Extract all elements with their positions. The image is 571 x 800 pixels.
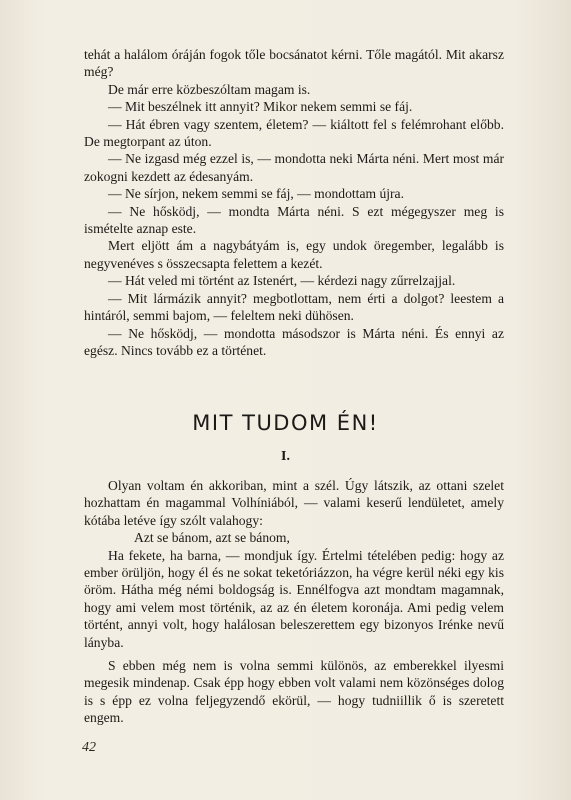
page-number: 42 [82, 740, 96, 755]
paragraph: Mert eljött ám a nagybátyám is, egy undok öregember, legalább is negyvenéves s összecsapta felettem a kezét. [84, 238, 504, 271]
top-text-block [84, 46, 504, 359]
verse-line: Azt se bánom, azt se bánom, [134, 530, 290, 546]
chapter-title: MIT TUDOM ÉN! [192, 411, 379, 435]
paragraph: — Ne hősködj, — mondta Márta néni. S ezt mégegyszer meg is ismételte aznap este. [84, 203, 504, 237]
section-number: I. [281, 449, 290, 464]
paragraph: Olyan voltam én akkoriban, mint a szél. Úgy látszik, az ottani szelet hozhattam én magammal Volhíniából, — valami keserű lendületet, amely kótába letéve így szólt valahogy: [84, 478, 504, 528]
bottom-text-block [84, 477, 504, 727]
paragraph: Ha fekete, ha barna, — mondjuk így. Értelmi tételében pedig: hogy az ember örüljön, hogy él és ne sokat teketóriázzon, ha végre kerül néki egy kis öröm. Hátha még némi boldogság is. Ennélfogva azt mondtam magamnak, hogy ami velem most történik, az az én életem koronája. Ami pedig velem történt, annyi volt, hogy halálosan beleszerettem egy bizonyos Irénke nevű lányba. [84, 547, 504, 650]
paragraph: — Ne hősködj, — mondotta másodszor is Márta néni. És ennyi az egész. Nincs tovább ez a történet. [84, 325, 504, 358]
paragraph: — Hát ébren vagy szentem, életem? — kiáltott fel s felémrohant előbb. De megtorpant az úton. [84, 116, 504, 150]
paragraph: — Ne izgasd még ezzel is, — mondotta neki Márta néni. Mert most már zokogni kezdett az édesanyám. [84, 151, 504, 184]
paragraph: — Hát veled mi történt az Istenért, — kérdezi nagy zűrrelzajjal. [108, 273, 456, 289]
paragraph: — Ne sírjon, nekem semmi se fáj, — mondottam újra. [108, 186, 404, 202]
paragraph: tehát a halálom óráján fogok tőle bocsánatot kérni. Tőle magától. Mit akarsz még? [84, 47, 504, 80]
paragraph: De már erre közbeszóltam magam is. [108, 81, 311, 97]
paragraph: — Mit beszélnek itt annyit? Mikor nekem semmi se fáj. [108, 99, 413, 115]
paragraph: S ebben még nem is volna semmi különös, az emberekkel ilyesmi megesik mindenap. Csak épp hogy ebben volt valami nem közönséges dolog is s épp ez volna feljegyzendő ekörül, — hogy tudniillik ő is szeretett engem. [84, 658, 504, 726]
paragraph: — Mit lármázik annyit? megbotlottam, nem érti a dolgot? leestem a hintáról, semmi bajom, — feleltem neki dühösen. [84, 290, 504, 324]
